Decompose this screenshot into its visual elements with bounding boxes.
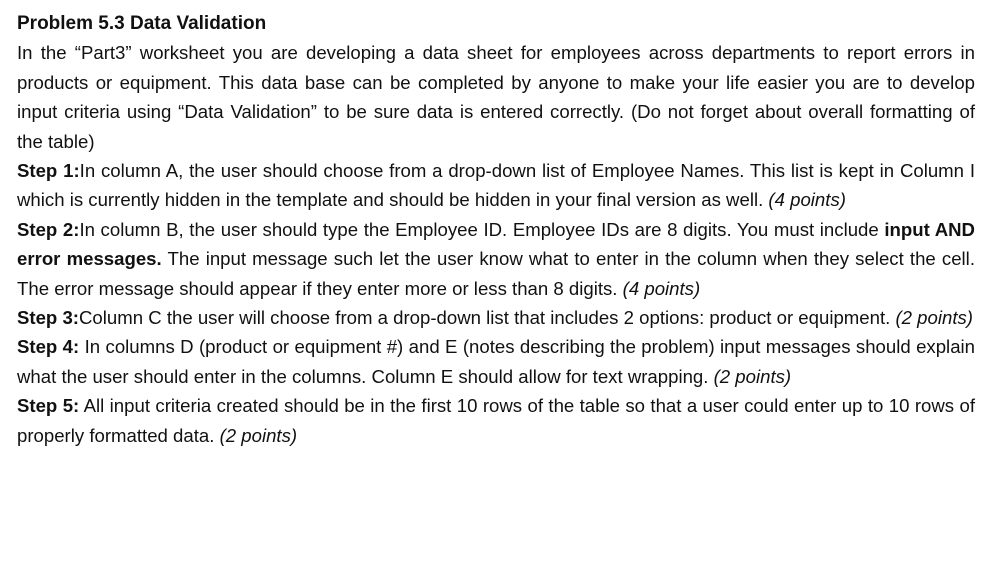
step-3-label: Step 3: [17, 307, 79, 329]
step-4 [17, 332, 975, 391]
step-2-points: (4 points) [622, 277, 701, 299]
problem-title: Problem 5.3 Data Validation [17, 13, 267, 34]
step-4-label: Step 4: [17, 336, 80, 358]
step-4-points: (2 points) [713, 365, 792, 387]
step-5 [17, 391, 975, 450]
step-4-text: In columns D (product or equipment #) and E (notes describing the problem) input messages should explain what the user should enter in the columns. Column E should allow for text wrapping. [17, 336, 976, 387]
step-5-label: Step 5: [17, 395, 80, 417]
step-1-label: Step 1: [17, 160, 80, 182]
step-1-text: In column A, the user should choose from a drop-down list of Employee Names. This list is kept in Column I which is currently hidden in the template and should be hidden in your final version as well. [17, 160, 975, 211]
step-5-text: All input criteria created should be in the first 10 rows of the table so that a user could enter up to 10 rows of properly formatted data. [17, 395, 975, 446]
step-2-emphasis: input AND error messages. [17, 218, 975, 270]
intro-paragraph: In the “Part3” worksheet you are developing a data sheet for employees across departments to report errors in products or equipment. This data base can be completed by anyone to make your life easier you are to develop input criteria using “Data Validation” to be sure data is entered correctly. (Do not forget about overall formatting of the table) [17, 42, 975, 152]
step-3-points: (2 points) [895, 307, 973, 329]
step-2-text-after: The input message such let the user know what to enter in the column when they select the cell. The error message should appear if they enter more or less than 8 digits. [17, 248, 975, 299]
step-1-points: (4 points) [768, 189, 846, 211]
problem-document [17, 9, 975, 450]
step-2-label: Step 2: [17, 218, 80, 240]
step-3 [17, 303, 975, 332]
step-5-points: (2 points) [219, 424, 298, 446]
step-2-text-before: In column B, the user should type the Employee ID. Employee IDs are 8 digits. You must include [79, 218, 879, 240]
step-2 [17, 215, 975, 303]
step-1 [17, 156, 975, 215]
step-3-text: Column C the user will choose from a drop-down list that includes 2 options: product or equipment. [79, 307, 891, 329]
